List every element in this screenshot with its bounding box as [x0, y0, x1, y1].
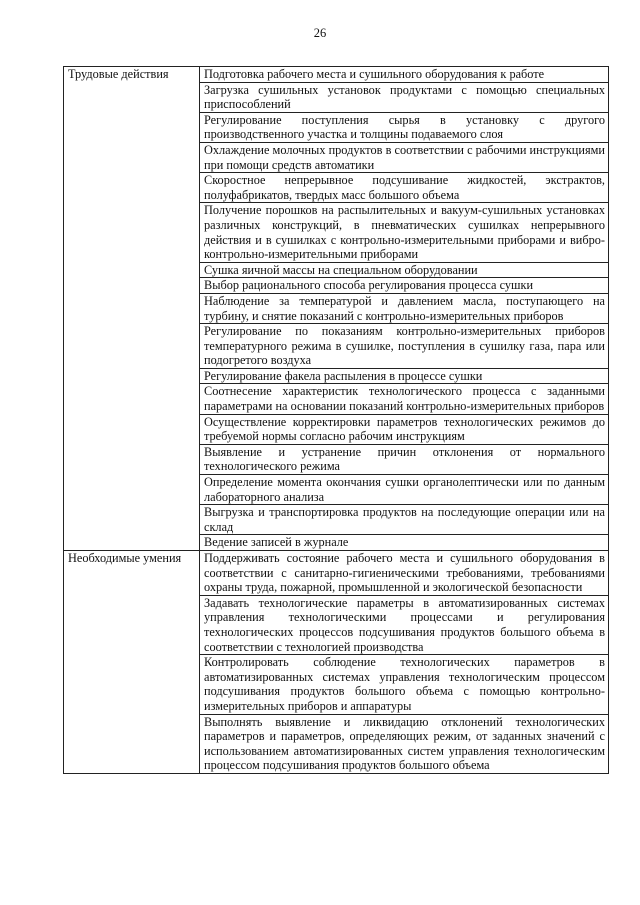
table-cell-item: Регулирование по показаниям контрольно-измерительных приборов температурного режима в сушилке, поступления в сушилку газа, пара или подогретого воздуха	[200, 324, 609, 369]
requirements-table-body	[64, 67, 609, 774]
table-cell-item: Наблюдение за температурой и давлением масла, поступающего на турбину, и снятие показаний с контрольно-измерительных приборов	[200, 293, 609, 323]
table-cell-item: Сушка яичной массы на специальном оборудовании	[200, 262, 609, 278]
table-cell-item: Выявление и устранение причин отклонения от нормального технологического режима	[200, 444, 609, 474]
table-cell-item: Получение порошков на распылительных и вакуум-сушильных установках различных конструкций, в пневматических сушилках непрерывного действия и в сушилках с контрольно-измерительными приборами и вибро-контрольно-измерительными приборами	[200, 203, 609, 262]
page-number: 26	[313, 26, 327, 40]
table-cell-item: Определение момента окончания сушки органолептически или по данным лабораторного анализа	[200, 475, 609, 505]
table-cell-item: Загрузка сушильных установок продуктами с помощью специальных приспособлений	[200, 82, 609, 112]
table-row	[64, 551, 609, 596]
table-cell-item: Выбор рационального способа регулирования процесса сушки	[200, 278, 609, 294]
section-label: Необходимые умения	[64, 551, 200, 774]
table-cell-item: Регулирование поступления сырья в установку с другого производственного участка и толщины подаваемого слоя	[200, 112, 609, 142]
table-cell-item: Выполнять выявление и ликвидацию отклонений технологических параметров и параметров, определяющих режим, от заданных значений с использованием автоматизированных систем управления технологическим процессом подсушивания продуктов большого объема	[200, 714, 609, 773]
table-cell-item: Охлаждение молочных продуктов в соответствии с рабочими инструкциями при помощи средств автоматики	[200, 142, 609, 172]
requirements-table	[63, 66, 609, 774]
table-cell-item: Регулирование факела распыления в процессе сушки	[200, 368, 609, 384]
table-cell-item: Подготовка рабочего места и сушильного оборудования к работе	[200, 67, 609, 83]
table-cell-item: Ведение записей в журнале	[200, 535, 609, 551]
table-row	[64, 67, 609, 83]
table-cell-item: Соотнесение характеристик технологического процесса с заданными параметрами на основании показаний контрольно-измерительных приборов	[200, 384, 609, 414]
section-label: Трудовые действия	[64, 67, 200, 551]
table-cell-item: Задавать технологические параметры в автоматизированных системах управления технологическими процессами и регулирования технологических процессов подсушивания продуктов большого объема в соответствии с технологией производства	[200, 595, 609, 654]
table-cell-item: Скоростное непрерывное подсушивание жидкостей, экстрактов, полуфабрикатов, твердых масс большого объема	[200, 173, 609, 203]
table-cell-item: Выгрузка и транспортировка продуктов на последующие операции или на склад	[200, 505, 609, 535]
table-cell-item: Контролировать соблюдение технологических параметров в автоматизированных системах управления технологическим процессом подсушивания продуктов большого объема с помощью контрольно-измерительных приборов и аппаратуры	[200, 655, 609, 714]
table-cell-item: Поддерживать состояние рабочего места и сушильного оборудования в соответствии с санитарно-гигиеническими требованиями, требованиями охраны труда, пожарной, промышленной и экологической безопасности	[200, 551, 609, 596]
table-cell-item: Осуществление корректировки параметров технологических режимов до требуемой нормы согласно рабочим инструкциям	[200, 414, 609, 444]
